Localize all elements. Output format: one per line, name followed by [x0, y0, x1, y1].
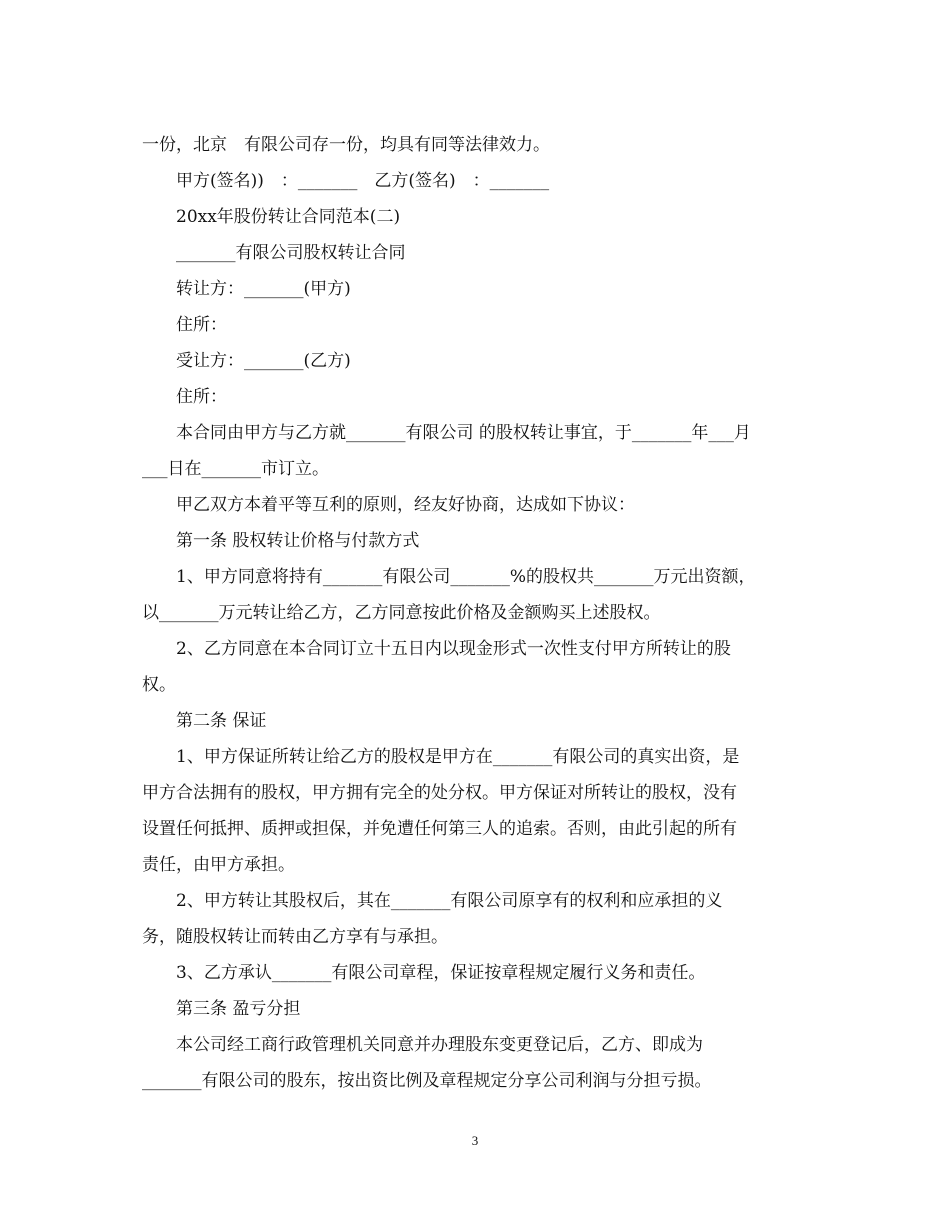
- text-line: 本公司经工商行政管理机关同意并办理股东变更登记后，乙方、即成为: [176, 1035, 703, 1055]
- text-line: 甲乙双方本着平等互利的原则，经友好协商，达成如下协议：: [176, 495, 635, 515]
- text-line: 以_______万元转让给乙方，乙方同意按此价格及金额购买上述股权。: [142, 603, 661, 623]
- text-line: 一份，北京 有限公司存一份，均具有同等法律效力。: [142, 135, 550, 155]
- text-line: 设置任何抵押、质押或担保，并免遭任何第三人的追索。否则，由此引起的所有: [142, 819, 737, 839]
- text-line: 转让方：_______(甲方): [176, 279, 351, 299]
- text-line: 第一条 股权转让价格与付款方式: [176, 531, 420, 551]
- text-line: 住所：: [176, 315, 227, 335]
- text-line: 甲方合法拥有的股权，甲方拥有完全的处分权。甲方保证对所转让的股权，没有: [142, 783, 737, 803]
- text-line: 2、乙方同意在本合同订立十五日内以现金形式一次性支付甲方所转让的股: [176, 639, 731, 659]
- text-line: 权。: [142, 675, 176, 695]
- text-line: 本合同由甲方与乙方就_______有限公司 的股权转让事宜，于_______年___月: [176, 423, 751, 443]
- text-line: 1、甲方保证所转让给乙方的股权是甲方在_______有限公司的真实出资，是: [176, 747, 740, 767]
- text-line: 务，随股权转让而转由乙方享有与承担。: [142, 927, 448, 947]
- text-line: ___日在_______市订立。: [142, 459, 329, 479]
- text-line: 受让方：_______(乙方): [176, 351, 351, 371]
- text-line: 3、乙方承认_______有限公司章程，保证按章程规定履行义务和责任。: [176, 963, 706, 983]
- text-line: 2、甲方转让其股权后，其在_______有限公司原享有的权利和应承担的义: [176, 891, 723, 911]
- text-line: 20xx年股份转让合同范本(二): [176, 207, 401, 227]
- text-line: 甲方(签名)) ：_______ 乙方(签名) ：_______: [176, 171, 550, 191]
- text-line: 住所：: [176, 387, 227, 407]
- text-line: _______有限公司的股东，按出资比例及章程规定分享公司利润与分担亏损。: [142, 1071, 712, 1091]
- text-line: 第三条 盈亏分担: [176, 999, 301, 1019]
- text-line: 责任，由甲方承担。: [142, 855, 295, 875]
- document-body: [142, 127, 804, 1099]
- text-line: _______有限公司股权转让合同: [176, 243, 406, 263]
- text-line: 第二条 保证: [176, 711, 267, 731]
- page-number: 3: [471, 1133, 479, 1148]
- text-line: 1、甲方同意将持有_______有限公司_______%的股权共_______万元出资额，: [176, 567, 756, 587]
